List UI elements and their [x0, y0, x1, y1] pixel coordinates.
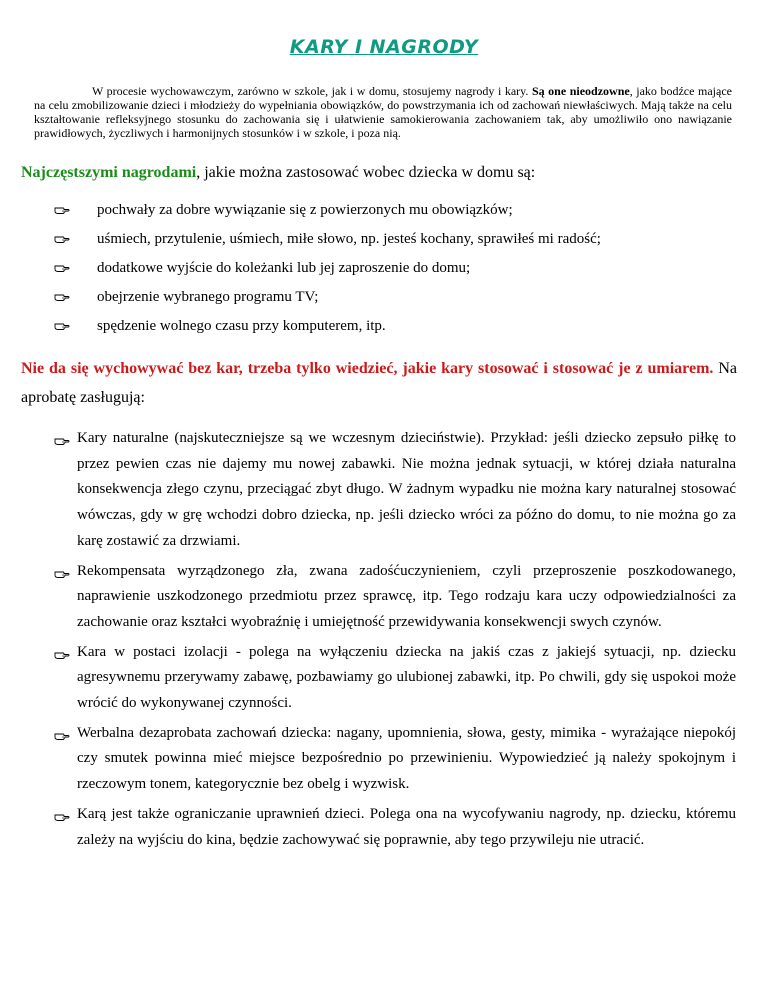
list-item — [54, 230, 734, 259]
list-item — [54, 259, 734, 288]
punishment-text: Karą jest także ograniczanie uprawnień dzieci. Polega ona na wycofywaniu nagrody, np. dziecku, któremu zależy na wyjściu do kina, będzie zachowywać się poprawnie, aby tego przywileju nie utracić. — [77, 805, 736, 848]
list-item — [54, 201, 734, 230]
list-item — [54, 426, 736, 555]
punishment-text: Kara w postaci izolacji - polega na wyłączeniu dziecka na jakiś czas z jakiejś sytuacji, np. dziecku agresywnemu przerywamy zabawę, pozbawiamy go ulubionej zabawki, itp. Po chwili, gdy się uspokoi może wrócić do wykonywanej czynności. — [77, 643, 736, 712]
pointing-hand-icon — [54, 201, 97, 220]
punishment-text: Werbalna dezaprobata zachowań dziecka: nagany, upomnienia, słowa, gesty, mimika - wyrażające niepokój czy smutek powinna mieć miejsce bezpośrednio po przewinieniu. Wypowiedzieć ją należy spokojnym i rzeczowym tonem, kategorycznie bez obelg i wyzwisk. — [77, 724, 736, 793]
rewards-heading — [21, 164, 741, 182]
list-item — [54, 640, 736, 717]
intro-paragraph — [34, 84, 732, 140]
list-item — [54, 288, 734, 317]
reward-text: uśmiech, przytulenie, uśmiech, miłe słowo, np. jesteś kochany, sprawiłeś mi radość; — [97, 231, 601, 247]
pointing-hand-icon — [54, 317, 97, 336]
rewards-list — [54, 201, 734, 346]
reward-text: spędzenie wolnego czasu przy komputerem, itp. — [97, 318, 386, 334]
pointing-hand-icon — [54, 806, 70, 832]
reward-text: pochwały za dobre wywiązanie się z powierzonych mu obowiązków; — [97, 202, 513, 218]
pointing-hand-icon — [54, 230, 97, 249]
intro-text-end: , jako bodźce mające na celu zmobilizowanie dzieci i młodzieży do wypełniania obowiązków, do powstrzymania ich od zachowań niewłaściwych. Mają także na celu kształtowanie refleksyjnego stosunku do zachowania się i ułatwienie samokierowania zachowaniem tak, aby umożliwiło ono nawiązanie prawidłowych, życzliwych i harmonijnych stosunków i w szkole, i poza nią. — [34, 84, 732, 140]
list-item — [54, 721, 736, 798]
pointing-hand-icon — [54, 725, 70, 751]
pointing-hand-icon — [54, 563, 70, 589]
punishment-text: Kary naturalne (najskuteczniejsze są we wczesnym dzieciństwie). Przykład: jeśli dziecko zepsuło piłkę to przez pewien czas nie dajemy mu nowej zabawki. Nie można jednak sytuacji, w której działa naturalna konsekwencja złego czynu, przeciągać zbyt długo. W żadnym wypadku nie można kary naturalnej stosować wówczas, gdy w grę wchodzi dobro dziecka, np. jeśli dziecko wróci za późno do domu, to nie można go za karę zostawić za drzwiami. — [77, 430, 736, 549]
list-item — [54, 802, 736, 853]
rewards-heading-highlight: Najczęstszymi nagrodami — [21, 164, 197, 181]
punishment-text: Rekompensata wyrządzonego zła, zwana zadośćuczynieniem, czyli przeproszenie poszkodowanego, naprawienie uszkodzonego przedmiotu przez sprawcę, itp. Tego rodzaju kara uczy odpowiedzialności za zachowanie oraz kształci wyobraźnię i umiejętność przewidywania konsekwencji swych czynów. — [77, 562, 736, 630]
rewards-heading-rest: , jakie można zastosować wobec dziecka w domu są: — [196, 164, 536, 181]
page-title: KARY I NAGRODY — [289, 36, 479, 58]
intro-text-start: W procesie wychowawczym, zarówno w szkole, jak i w domu, stosujemy nagrody i kary. — [92, 84, 532, 98]
pointing-hand-icon — [54, 430, 70, 456]
list-item — [54, 559, 736, 636]
intro-bold-text: Są one nieodzowne — [531, 84, 630, 98]
reward-text: dodatkowe wyjście do koleżanki lub jej zaproszenie do domu; — [97, 260, 471, 276]
pointing-hand-icon — [54, 288, 97, 307]
punishments-heading — [21, 354, 737, 412]
pointing-hand-icon — [54, 259, 97, 278]
punishments-heading-highlight: Nie da się wychowywać bez kar, trzeba tylko wiedzieć, jakie kary stosować i stosować je z umiarem. — [21, 360, 714, 377]
punishments-list — [54, 426, 736, 857]
punishments-heading-rest: Na aprobatę zasługują: — [21, 360, 737, 406]
list-item — [54, 317, 734, 346]
reward-text: obejrzenie wybranego programu TV; — [97, 289, 319, 305]
pointing-hand-icon — [54, 644, 70, 670]
